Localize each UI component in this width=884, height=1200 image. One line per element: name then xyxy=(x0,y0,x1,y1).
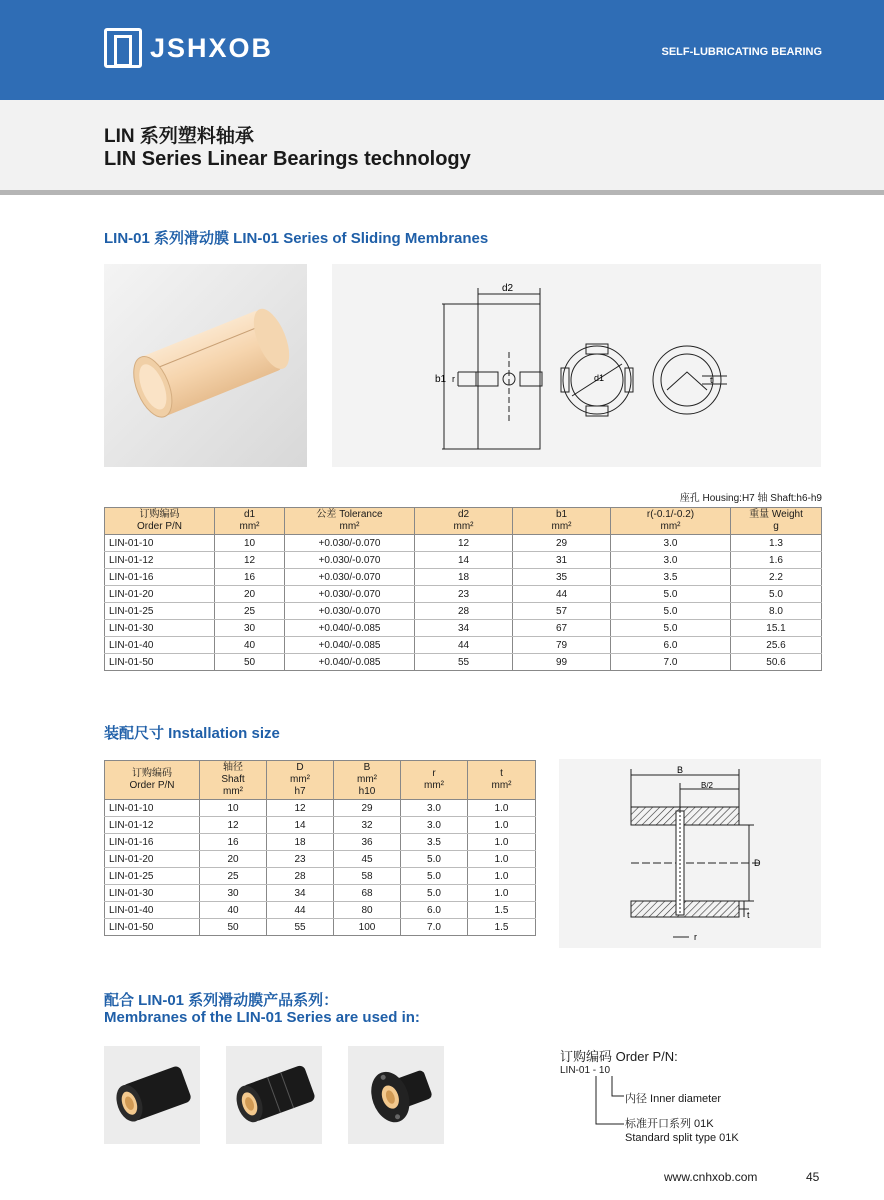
table-row xyxy=(105,603,822,620)
table-header-row xyxy=(105,761,536,800)
table-cell: 30 xyxy=(215,620,285,637)
table-cell: 23 xyxy=(267,851,334,868)
table-row xyxy=(105,834,536,851)
table-cell: 40 xyxy=(200,902,267,919)
flange-housing-image xyxy=(348,1046,444,1144)
table-cell: 14 xyxy=(415,552,513,569)
brand-name: JSHXOB xyxy=(150,32,274,63)
col-b1: b1 mm² xyxy=(513,508,611,535)
table-cell: +0.030/-0.070 xyxy=(285,552,415,569)
table-cell: 34 xyxy=(415,620,513,637)
table-cell: 1.0 xyxy=(468,885,536,902)
table-cell: 32 xyxy=(334,817,401,834)
label-r: r xyxy=(694,932,697,942)
table-row xyxy=(105,817,536,834)
table-cell: 1.5 xyxy=(468,919,536,936)
membrane-drawing-svg xyxy=(332,264,821,467)
label-D: D xyxy=(754,858,761,868)
order-pn-connector xyxy=(590,1076,630,1128)
col-d1: d1 mm² xyxy=(215,508,285,535)
table-row xyxy=(105,637,822,654)
table-cell: 1.0 xyxy=(468,800,536,817)
table-cell: 3.0 xyxy=(611,535,731,552)
section-heading-sliding-membranes: LIN-01 系列滑动膜 LIN-01 Series of Sliding Membranes xyxy=(104,230,489,247)
table-cell: 7.0 xyxy=(611,654,731,671)
table-cell: 100 xyxy=(334,919,401,936)
col-r: r mm² xyxy=(401,761,468,800)
table-cell: +0.040/-0.085 xyxy=(285,654,415,671)
table-cell: 16 xyxy=(215,569,285,586)
installation-table xyxy=(104,760,536,936)
table-cell: 12 xyxy=(215,552,285,569)
split-type-en: Standard split type 01K xyxy=(625,1132,739,1144)
table-cell: 15.1 xyxy=(731,620,822,637)
membrane-photo xyxy=(104,264,307,467)
col-D: D mm² h7 xyxy=(267,761,334,800)
label-d1: d1 xyxy=(594,373,605,383)
col-t: t mm² xyxy=(468,761,536,800)
table-cell: 1.3 xyxy=(731,535,822,552)
table-cell: 3.0 xyxy=(401,817,468,834)
page-header xyxy=(0,0,884,100)
page-number: 45 xyxy=(806,1170,820,1184)
table-cell: 55 xyxy=(267,919,334,936)
table-cell: 25 xyxy=(200,868,267,885)
order-pn-inner-diameter: 内径 Inner diameter xyxy=(625,1093,721,1105)
order-pn-cell: LIN-01-50 xyxy=(105,654,215,671)
table-row xyxy=(105,620,822,637)
table-cell: 58 xyxy=(334,868,401,885)
installation-drawing-svg xyxy=(559,759,821,948)
section-heading-used-in-en: Membranes of the LIN-01 Series are used in: xyxy=(104,1009,420,1026)
table-cell: 3.0 xyxy=(401,800,468,817)
order-pn-cell: LIN-01-12 xyxy=(105,552,215,569)
table-cell: 20 xyxy=(215,586,285,603)
order-pn-cell: LIN-01-10 xyxy=(105,800,200,817)
table-row xyxy=(105,552,822,569)
col-d2: d2 mm² xyxy=(415,508,513,535)
housing-photo-3 xyxy=(348,1046,444,1144)
table-cell: 6.0 xyxy=(611,637,731,654)
table-cell: 5.0 xyxy=(611,620,731,637)
page-title-cn: LIN 系列塑料轴承 xyxy=(104,126,254,147)
table-cell: 5.0 xyxy=(731,586,822,603)
col-r: r(-0.1/-0.2) mm² xyxy=(611,508,731,535)
table-cell: 14 xyxy=(267,817,334,834)
table-cell: 34 xyxy=(267,885,334,902)
col-weight: 重量 Weight g xyxy=(731,508,822,535)
table-cell: 10 xyxy=(215,535,285,552)
table-cell: 5.0 xyxy=(401,885,468,902)
page-title-en: LIN Series Linear Bearings technology xyxy=(104,148,471,170)
order-pn-cell: LIN-01-20 xyxy=(105,851,200,868)
housing-photo-2 xyxy=(226,1046,322,1144)
table-cell: 40 xyxy=(215,637,285,654)
col-order: 订购编码 Order P/N xyxy=(105,761,200,800)
table-cell: 80 xyxy=(334,902,401,919)
table-cell: 12 xyxy=(415,535,513,552)
order-pn-cell: LIN-01-25 xyxy=(105,603,215,620)
order-pn-title: 订购编码 Order P/N: xyxy=(560,1049,678,1064)
order-pn-cell: LIN-01-30 xyxy=(105,620,215,637)
table-row xyxy=(105,586,822,603)
table-cell: 55 xyxy=(415,654,513,671)
table-cell: 5.0 xyxy=(401,851,468,868)
label-t: t xyxy=(747,910,750,920)
label-r: r xyxy=(452,374,455,384)
table-cell: 1.0 xyxy=(468,851,536,868)
order-pn-cell: LIN-01-25 xyxy=(105,868,200,885)
order-pn-cell: LIN-01-30 xyxy=(105,885,200,902)
label-d2: d2 xyxy=(502,283,514,294)
table-cell: 6.0 xyxy=(401,902,468,919)
order-pn-cell: LIN-01-40 xyxy=(105,902,200,919)
table-cell: 2.2 xyxy=(731,569,822,586)
order-pn-cell: LIN-01-10 xyxy=(105,535,215,552)
order-pn-cell: LIN-01-12 xyxy=(105,817,200,834)
table-cell: 1.5 xyxy=(468,902,536,919)
table-cell: 18 xyxy=(415,569,513,586)
table-cell: 18 xyxy=(267,834,334,851)
col-shaft: 轴径 Shaft mm² xyxy=(200,761,267,800)
table-cell: 31 xyxy=(513,552,611,569)
table-cell: 44 xyxy=(513,586,611,603)
label-t: t xyxy=(710,375,713,385)
table-cell: +0.040/-0.085 xyxy=(285,620,415,637)
table-row xyxy=(105,569,822,586)
order-pn-split-type xyxy=(625,1117,739,1145)
table-cell: +0.030/-0.070 xyxy=(285,603,415,620)
table-cell: 99 xyxy=(513,654,611,671)
table-cell: 5.0 xyxy=(611,603,731,620)
table-row xyxy=(105,535,822,552)
tandem-housing-image xyxy=(226,1046,322,1144)
table-cell: 25.6 xyxy=(731,637,822,654)
membrane-technical-drawing xyxy=(332,264,821,467)
table-cell: 1.0 xyxy=(468,868,536,885)
table-cell: 10 xyxy=(200,800,267,817)
order-pn-cell: LIN-01-40 xyxy=(105,637,215,654)
table-cell: 1.0 xyxy=(468,834,536,851)
order-pn-cell: LIN-01-16 xyxy=(105,569,215,586)
table-cell: 28 xyxy=(415,603,513,620)
table-cell: 67 xyxy=(513,620,611,637)
order-pn-cell: LIN-01-50 xyxy=(105,919,200,936)
table-cell: +0.040/-0.085 xyxy=(285,637,415,654)
logo-icon xyxy=(104,28,142,68)
table-row xyxy=(105,902,536,919)
table-cell: 3.5 xyxy=(611,569,731,586)
table-cell: 29 xyxy=(334,800,401,817)
table-cell: 50.6 xyxy=(731,654,822,671)
table-cell: +0.030/-0.070 xyxy=(285,586,415,603)
table-cell: 50 xyxy=(215,654,285,671)
table-cell: 8.0 xyxy=(731,603,822,620)
membrane-spec-table xyxy=(104,507,822,671)
table-row xyxy=(105,919,536,936)
table-row xyxy=(105,654,822,671)
col-B: B mm² h10 xyxy=(334,761,401,800)
section-heading-installation: 装配尺寸 Installation size xyxy=(104,725,280,742)
order-pn-cell: LIN-01-20 xyxy=(105,586,215,603)
col-order: 订购编码 Order P/N xyxy=(105,508,215,535)
table-cell: 3.5 xyxy=(401,834,468,851)
table-cell: 5.0 xyxy=(401,868,468,885)
table-cell: 23 xyxy=(415,586,513,603)
table-cell: +0.030/-0.070 xyxy=(285,535,415,552)
split-type-cn: 标准开口系列 01K xyxy=(625,1118,714,1130)
table-cell: 25 xyxy=(215,603,285,620)
section-heading-used-in-cn: 配合 LIN-01 系列滑动膜产品系列： xyxy=(104,992,339,1009)
table-header-row xyxy=(105,508,822,535)
table-cell: 68 xyxy=(334,885,401,902)
table-cell: 44 xyxy=(415,637,513,654)
table-cell: +0.030/-0.070 xyxy=(285,569,415,586)
table-cell: 36 xyxy=(334,834,401,851)
table-cell: 3.0 xyxy=(611,552,731,569)
table-cell: 28 xyxy=(267,868,334,885)
table-cell: 57 xyxy=(513,603,611,620)
table-row xyxy=(105,868,536,885)
table-cell: 29 xyxy=(513,535,611,552)
table-row xyxy=(105,851,536,868)
table-cell: 16 xyxy=(200,834,267,851)
table-cell: 35 xyxy=(513,569,611,586)
table-cell: 30 xyxy=(200,885,267,902)
table-cell: 5.0 xyxy=(611,586,731,603)
table-cell: 12 xyxy=(200,817,267,834)
col-tolerance: 公差 Tolerance mm² xyxy=(285,508,415,535)
table-row xyxy=(105,800,536,817)
label-b1: b1 xyxy=(435,374,447,385)
table-cell: 1.6 xyxy=(731,552,822,569)
order-pn-cell: LIN-01-16 xyxy=(105,834,200,851)
table-cell: 12 xyxy=(267,800,334,817)
table-cell: 44 xyxy=(267,902,334,919)
label-B2: B/2 xyxy=(701,781,714,790)
order-pn-code: LIN-01 - 10 xyxy=(560,1065,611,1076)
table-cell: 79 xyxy=(513,637,611,654)
membrane-image xyxy=(104,264,307,467)
table-cell: 1.0 xyxy=(468,817,536,834)
table-cell: 50 xyxy=(200,919,267,936)
label-B: B xyxy=(677,765,684,775)
table-cell: 20 xyxy=(200,851,267,868)
header-tagline: SELF-LUBRICATING BEARING xyxy=(661,46,822,58)
brand-logo xyxy=(104,28,273,68)
table-cell: 45 xyxy=(334,851,401,868)
housing-note: 座孔 Housing:H7 轴 Shaft:h6-h9 xyxy=(679,493,822,504)
housing-photo-1 xyxy=(104,1046,200,1144)
footer-url: www.cnhxob.com xyxy=(664,1170,758,1184)
installation-drawing xyxy=(559,759,821,948)
table-cell: 7.0 xyxy=(401,919,468,936)
table-row xyxy=(105,885,536,902)
linear-housing-image xyxy=(104,1046,200,1144)
